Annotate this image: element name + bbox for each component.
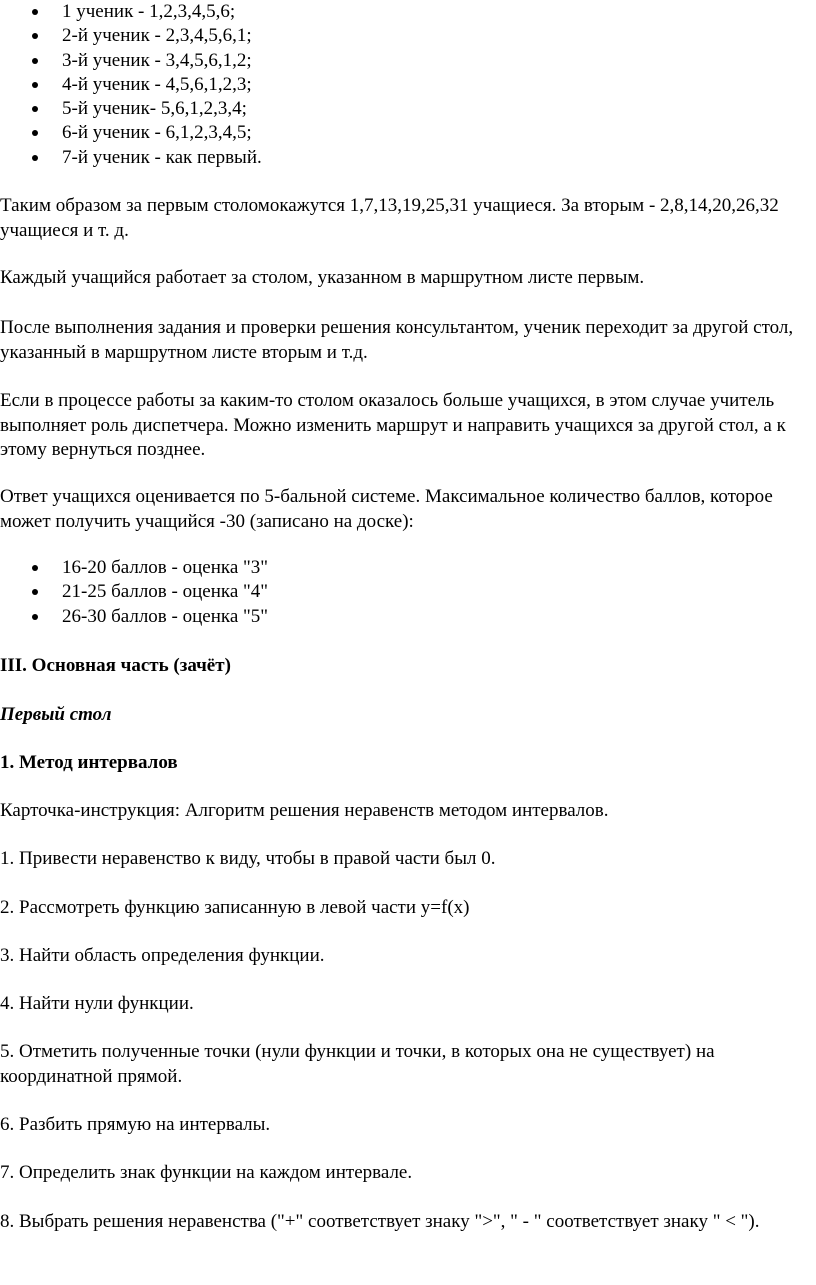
step-item: 5. Отметить полученные точки (нули функции и точки, в которых она не существует) на координатной прямой. (0, 1041, 715, 1087)
step-item: 7. Определить знак функции на каждом интервале. (0, 1162, 413, 1183)
bullet-icon (32, 58, 38, 64)
step-item: 4. Найти нули функции. (0, 993, 194, 1014)
list-item (62, 73, 262, 97)
list-item (62, 556, 268, 580)
instruction-card-title: Карточка-инструкция: Алгоритм решения неравенств методом интервалов. (0, 800, 609, 821)
bullet-icon (32, 589, 38, 595)
list-item (62, 24, 262, 48)
list-item-text: 26-30 баллов - оценка "5" (62, 605, 269, 627)
list-item-text: 1 ученик - 1,2,3,4,5,6; (62, 1, 236, 22)
paragraph-next-table: После выполнения задания и проверки решения консультантом, ученик переходит за другой стол, указанный в маршрутном листе вторым и т.д. (0, 317, 794, 363)
paragraph-grading: Ответ учащихся оценивается по 5-бальной системе. Максимальное количество баллов, которое может получить учащийся -30 (записано на доске): (0, 486, 773, 532)
paragraph-dispatcher: Если в процессе работы за каким-то столом оказалось больше учащихся, в этом случае учитель выполняет роль диспетчера. Можно изменить маршрут и направить учащихся за другой стол, а к этому вернуться позднее. (0, 390, 786, 460)
list-item-text: 4-й ученик - 4,5,6,1,2,3; (62, 73, 252, 95)
method-heading: 1. Метод интервалов (0, 752, 178, 773)
list-item-text: 2-й ученик - 2,3,4,5,6,1; (62, 25, 252, 47)
student-route-list (62, 0, 262, 170)
list-item (62, 146, 262, 170)
paragraph-first-table: Каждый учащийся работает за столом, указанном в маршрутном листе первым. (0, 267, 645, 288)
bullet-icon (32, 155, 38, 161)
bullet-icon (32, 9, 38, 15)
list-item-text: 6-й ученик - 6,1,2,3,4,5; (62, 122, 252, 144)
bullet-icon (32, 82, 38, 88)
list-item (62, 49, 262, 73)
list-item (62, 121, 262, 145)
list-item-text: 16-20 баллов - оценка "3" (62, 557, 269, 578)
list-item (62, 97, 262, 121)
table-heading: Первый стол (0, 704, 112, 725)
list-item-text: 3-й ученик - 3,4,5,6,1,2; (62, 49, 252, 71)
bullet-icon (32, 33, 38, 39)
paragraph-table-distribution: Таким образом за первым столомокажутся 1,7,13,19,25,31 учащиеся. За вторым - 2,8,14,20,26,32 учащиеся и т. д. (0, 195, 779, 241)
step-item: 2. Рассмотреть функцию записанную в левой части y=f(x) (0, 897, 470, 918)
list-item (62, 605, 268, 629)
step-item: 8. Выбрать решения неравенства ("+" соответствует знаку ">", " - " соответствует знаку " < "). (0, 1211, 760, 1232)
grading-scale-list (62, 556, 268, 629)
list-item-text: 7-й ученик - как первый. (62, 146, 262, 168)
list-item (62, 580, 268, 604)
bullet-icon (32, 130, 38, 136)
step-item: 6. Разбить прямую на интервалы. (0, 1114, 271, 1135)
list-item (62, 0, 262, 24)
section-heading: III. Основная часть (зачёт) (0, 655, 231, 676)
bullet-icon (32, 614, 38, 620)
list-item-text: 5-й ученик- 5,6,1,2,3,4; (62, 98, 247, 120)
bullet-icon (32, 565, 38, 571)
step-item: 3. Найти область определения функции. (0, 945, 325, 966)
step-item: 1. Привести неравенство к виду, чтобы в правой части был 0. (0, 848, 496, 869)
list-item-text: 21-25 баллов - оценка "4" (62, 581, 269, 603)
bullet-icon (32, 106, 38, 112)
